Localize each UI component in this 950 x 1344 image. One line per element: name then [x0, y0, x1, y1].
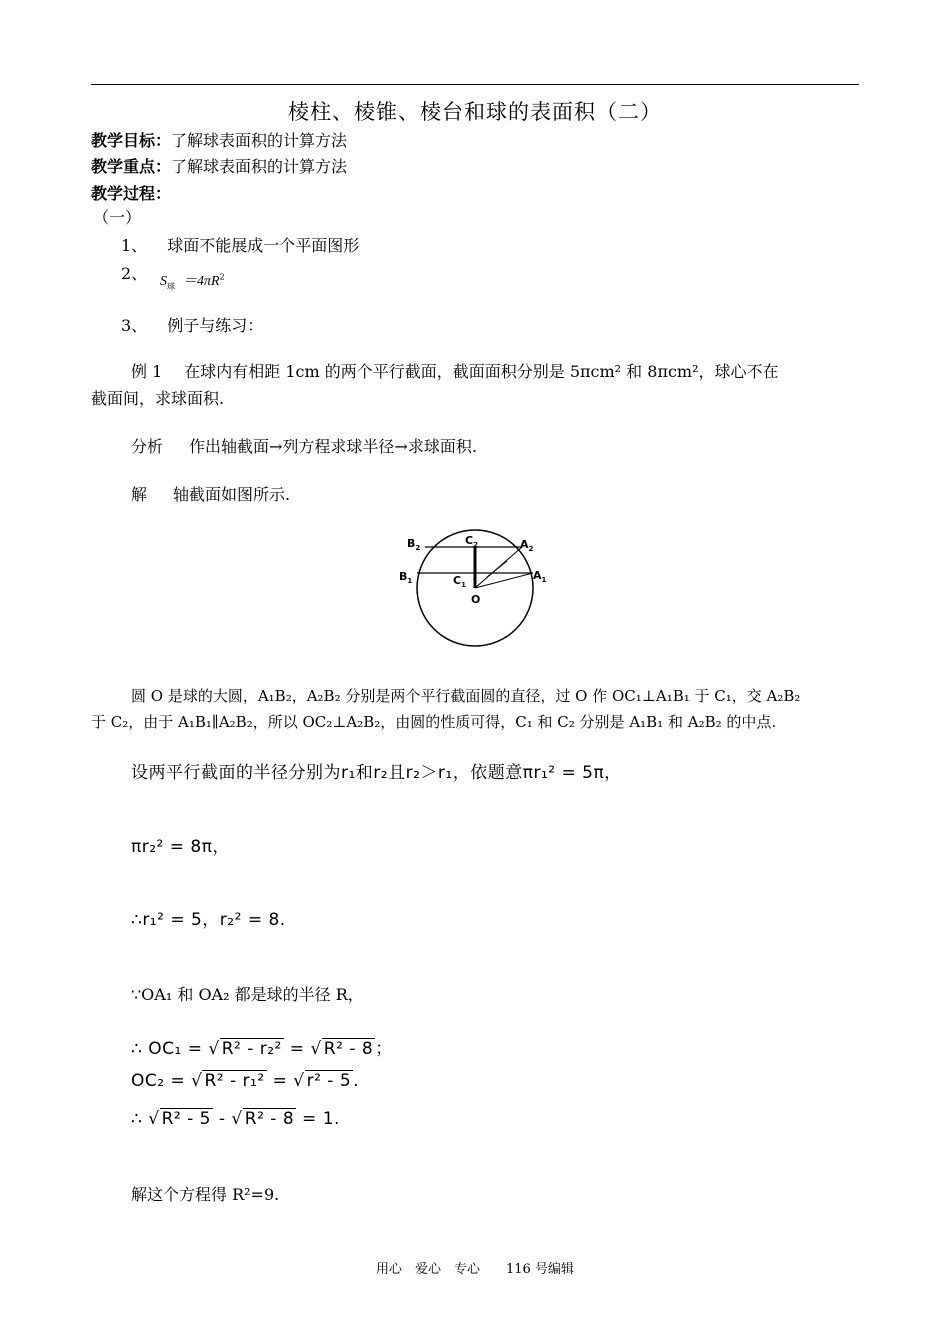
para1-line-2: 于 C₂，由于 A₁B₁∥A₂B₂，所以 OC₂⊥A₂B₂，由圆的性质可得，C₁ 和 C₂ 分别是 A₁B₁ 和 A₂B₂ 的中点. — [91, 713, 777, 731]
label-a2: $A_2$ — [520, 538, 534, 553]
label-c1: $C_1$ — [453, 574, 466, 589]
equation-5: ∴ OC₁ = √ R² - r₂² = √ R² - 8 ； — [131, 1039, 393, 1059]
focus-line — [91, 154, 347, 177]
example-label: 例 1 — [131, 362, 163, 381]
page-footer: 用心 爱心 专心 116 号编辑 — [376, 1262, 574, 1277]
item-2 — [121, 261, 147, 284]
label-o: O — [471, 593, 481, 606]
label-b2: $B_2$ — [407, 537, 421, 552]
process-label: 教学过程： — [91, 184, 172, 203]
para1-line-1: 圆 O 是球的大圆，A₁B₂，A₂B₂ 分别是两个平行截面圆的直径，过 O 作 OC₁⊥A₁B₁ 于 C₁，交 A₂B₂ — [131, 687, 801, 705]
solution-line — [131, 482, 290, 505]
objective-line — [91, 128, 347, 151]
focus-text: 了解球表面积的计算方法 — [171, 157, 348, 176]
example-line-1 — [131, 359, 779, 382]
solution-text: 轴截面如图所示. — [173, 485, 291, 504]
objective-label: 教学目标： — [91, 131, 172, 150]
axial-section-diagram — [395, 525, 555, 650]
item-3-num: 3、 — [121, 316, 148, 335]
equation-1: 设两平行截面的半径分别为r₁和r₂且r₂＞r₁，依题意πr₁² = 5π， — [131, 763, 622, 783]
item-3 — [121, 313, 263, 336]
triangle-shading — [487, 561, 507, 577]
equation-6: OC₂ = √ R² - r₁² = √ r² - 5 . — [131, 1071, 360, 1091]
item-2-num: 2、 — [121, 264, 148, 283]
equation-4: ∵OA₁ 和 OA₂ 都是球的半径 R， — [131, 985, 364, 1004]
item-1-num: 1、 — [121, 236, 148, 255]
section-label: （一） — [93, 208, 142, 227]
analysis-label: 分析 — [131, 437, 164, 456]
header-rule — [91, 84, 859, 85]
focus-label: 教学重点： — [91, 157, 172, 176]
item-1 — [121, 233, 359, 256]
label-a1: $A_1$ — [533, 569, 547, 584]
label-c2: $C_2$ — [465, 534, 478, 549]
equation-7: ∴ √ R² - 5 - √ R² - 8 = 1. — [131, 1109, 340, 1129]
analysis-text: 作出轴截面→列方程求球半径→求球面积. — [189, 437, 477, 456]
page-title: 棱柱、棱锥、棱台和球的表面积（二） — [288, 100, 662, 124]
equation-2: πr₂² = 8π， — [131, 837, 230, 857]
item-3-text: 例子与练习： — [167, 316, 264, 335]
conclusion: 解这个方程得 R²=9. — [131, 1185, 280, 1204]
label-b1: $B_1$ — [399, 570, 413, 585]
item-1-text: 球面不能展成一个平面图形 — [167, 236, 360, 255]
sphere-area-formula: $S_球 =4\pi R^2$ — [160, 272, 225, 291]
analysis-line — [131, 434, 477, 457]
example-text-1: 在球内有相距 1cm 的两个平行截面，截面面积分别是 5πcm² 和 8πcm²，球心不在 — [184, 362, 779, 381]
equation-3: ∴r₁² = 5，r₂² = 8. — [131, 910, 286, 930]
objective-text: 了解球表面积的计算方法 — [171, 131, 348, 150]
solution-label: 解 — [131, 485, 148, 504]
example-line-2: 截面间，求球面积. — [91, 389, 225, 408]
